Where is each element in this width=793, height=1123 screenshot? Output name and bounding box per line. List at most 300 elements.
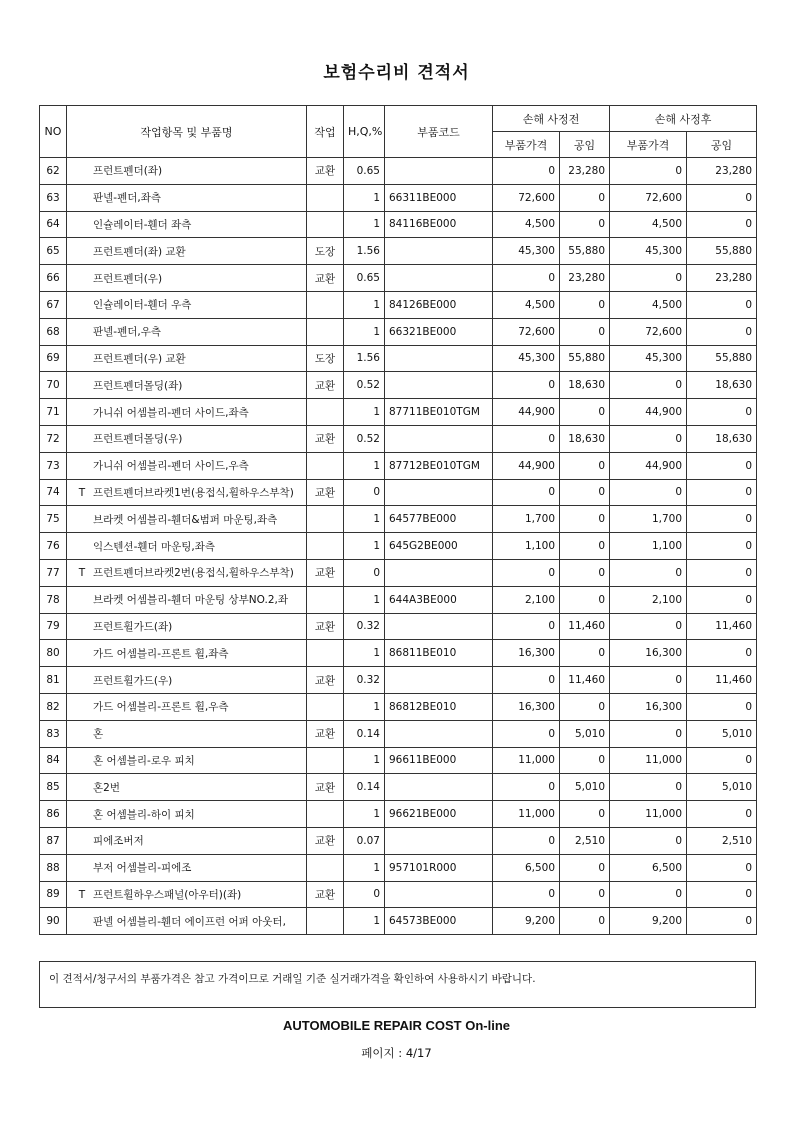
row-number: 63 (40, 184, 67, 211)
part-price-before: 0 (493, 479, 560, 506)
item-name-text: 브라켓 어셈블리-휀더 마운팅 상부NO.2,좌 (93, 594, 288, 607)
header-labor-before: 공임 (560, 132, 610, 158)
part-code (385, 479, 493, 506)
hq-value: 0.52 (344, 425, 385, 452)
table-row (40, 533, 757, 560)
part-code (385, 372, 493, 399)
hq-value: 1.56 (344, 345, 385, 372)
part-price-after: 0 (610, 613, 687, 640)
part-price-before: 0 (493, 265, 560, 292)
item-name (67, 827, 307, 854)
item-name-text: 프런트펜더(좌) 교환 (93, 245, 186, 258)
part-code: 96621BE000 (385, 801, 493, 828)
labor-before: 18,630 (560, 425, 610, 452)
table-body (40, 158, 757, 935)
hq-value: 1 (344, 586, 385, 613)
part-price-after: 1,100 (610, 533, 687, 560)
labor-after: 0 (687, 184, 757, 211)
part-price-before: 0 (493, 881, 560, 908)
table-row (40, 425, 757, 452)
item-name-text: 익스텐션-휀더 마운팅,좌측 (93, 540, 216, 553)
page-number: 페이지 : 4/17 (361, 1046, 432, 1060)
table-row (40, 291, 757, 318)
item-name-text: 인슐레이터-휀더 우측 (93, 299, 192, 312)
item-name (67, 908, 307, 935)
part-price-before: 6,500 (493, 854, 560, 881)
work-type (307, 747, 344, 774)
part-code: 957101R000 (385, 854, 493, 881)
table-row (40, 345, 757, 372)
table-row (40, 318, 757, 345)
table-row (40, 720, 757, 747)
labor-before: 0 (560, 211, 610, 238)
work-type (307, 184, 344, 211)
labor-after: 18,630 (687, 372, 757, 399)
header-after-adjustment: 손해 사정후 (610, 106, 757, 132)
item-name (67, 238, 307, 265)
item-name-text: 혼 어셈블리-하이 피치 (93, 808, 195, 821)
work-type: 교환 (307, 720, 344, 747)
header-part-price-after: 부품가격 (610, 132, 687, 158)
table-row (40, 559, 757, 586)
work-type: 교환 (307, 158, 344, 185)
part-code: 96611BE000 (385, 747, 493, 774)
table-row (40, 184, 757, 211)
labor-after: 0 (687, 399, 757, 426)
hq-value: 1 (344, 908, 385, 935)
item-name-text: 가드 어셈블리-프론트 휠,좌측 (93, 647, 229, 660)
work-type (307, 854, 344, 881)
part-price-after: 0 (610, 372, 687, 399)
part-code (385, 238, 493, 265)
part-price-after: 4,500 (610, 291, 687, 318)
work-type (307, 506, 344, 533)
row-number: 78 (40, 586, 67, 613)
item-name (67, 265, 307, 292)
part-code: 87712BE010TGM (385, 452, 493, 479)
part-price-after: 0 (610, 720, 687, 747)
part-price-after: 45,300 (610, 238, 687, 265)
hq-value: 0.07 (344, 827, 385, 854)
work-type (307, 291, 344, 318)
part-code: 66321BE000 (385, 318, 493, 345)
item-name-text: 부저 어셈블리-피에조 (93, 862, 192, 875)
part-price-before: 11,000 (493, 801, 560, 828)
part-price-after: 16,300 (610, 640, 687, 667)
labor-after: 0 (687, 318, 757, 345)
labor-before: 11,460 (560, 613, 610, 640)
table-row (40, 399, 757, 426)
item-name-text: 가니쉬 어셈블리-펜더 사이드,좌측 (93, 406, 249, 419)
labor-before: 0 (560, 801, 610, 828)
item-name (67, 533, 307, 560)
item-name (67, 425, 307, 452)
row-number: 66 (40, 265, 67, 292)
hq-value: 0.32 (344, 613, 385, 640)
item-name-text: 프런트휠가드(우) (93, 674, 173, 687)
row-number: 74 (40, 479, 67, 506)
part-price-after: 16,300 (610, 693, 687, 720)
item-name-text: 판넬 어셈블리-휀더 에이프런 어퍼 아웃터, (93, 915, 286, 928)
part-price-after: 44,900 (610, 399, 687, 426)
labor-after: 0 (687, 881, 757, 908)
table-row (40, 265, 757, 292)
item-name (67, 184, 307, 211)
item-name (67, 640, 307, 667)
table-row (40, 211, 757, 238)
labor-after: 0 (687, 452, 757, 479)
item-name-text: 가니쉬 어셈블리-펜더 사이드,우측 (93, 460, 249, 473)
notice-box (39, 961, 756, 1008)
work-type: 교환 (307, 881, 344, 908)
part-price-before: 0 (493, 372, 560, 399)
labor-before: 0 (560, 318, 610, 345)
labor-after: 0 (687, 586, 757, 613)
part-price-before: 1,100 (493, 533, 560, 560)
tear-mark: T (78, 486, 86, 499)
labor-before: 5,010 (560, 720, 610, 747)
row-number: 89 (40, 881, 67, 908)
table-row (40, 640, 757, 667)
table-row (40, 452, 757, 479)
part-code (385, 774, 493, 801)
part-code (385, 345, 493, 372)
document-title: 보험수리비 견적서 (323, 63, 470, 83)
item-name-text: 혼 어셈블리-로우 피치 (93, 754, 195, 767)
item-name-text: 프런트휠하우스패널(아우터)(좌) (93, 888, 242, 901)
item-name (67, 586, 307, 613)
row-number: 84 (40, 747, 67, 774)
part-price-after: 11,000 (610, 747, 687, 774)
row-number: 62 (40, 158, 67, 185)
item-name (67, 452, 307, 479)
work-type (307, 452, 344, 479)
row-number: 75 (40, 506, 67, 533)
item-name-text: 프런트펜더(우) 교환 (93, 352, 186, 365)
row-number: 64 (40, 211, 67, 238)
part-price-before: 4,500 (493, 291, 560, 318)
part-code (385, 559, 493, 586)
labor-before: 0 (560, 908, 610, 935)
labor-before: 0 (560, 184, 610, 211)
part-price-before: 0 (493, 667, 560, 694)
work-type: 교환 (307, 479, 344, 506)
part-price-after: 0 (610, 667, 687, 694)
part-price-before: 45,300 (493, 345, 560, 372)
part-price-before: 0 (493, 559, 560, 586)
labor-before: 2,510 (560, 827, 610, 854)
item-name (67, 211, 307, 238)
part-price-before: 44,900 (493, 452, 560, 479)
table-row (40, 586, 757, 613)
part-code: 84126BE000 (385, 291, 493, 318)
item-name (67, 318, 307, 345)
hq-value: 1 (344, 854, 385, 881)
hq-value: 1 (344, 318, 385, 345)
labor-before: 0 (560, 479, 610, 506)
item-name (67, 801, 307, 828)
item-name-text: 판넬-펜더,우측 (93, 326, 161, 339)
part-price-after: 1,700 (610, 506, 687, 533)
notice-text: 이 견적서/청구서의 부품가격은 참고 가격이므로 거래일 기준 실거래가격을 확인하여 사용하시기 바랍니다. (49, 973, 536, 985)
hq-value: 1.56 (344, 238, 385, 265)
item-name-text: 가드 어셈블리-프론트 휠,우측 (93, 701, 229, 714)
work-type (307, 693, 344, 720)
part-price-after: 6,500 (610, 854, 687, 881)
work-type (307, 640, 344, 667)
part-price-after: 0 (610, 774, 687, 801)
hq-value: 0 (344, 881, 385, 908)
header-work: 작업 (307, 106, 344, 158)
hq-value: 1 (344, 801, 385, 828)
part-code: 64573BE000 (385, 908, 493, 935)
header-item: 작업항목 및 부품명 (67, 106, 307, 158)
part-price-before: 72,600 (493, 184, 560, 211)
header-labor-after: 공임 (687, 132, 757, 158)
header-before-adjustment: 손해 사정전 (493, 106, 610, 132)
table-row (40, 667, 757, 694)
part-code (385, 425, 493, 452)
part-price-after: 0 (610, 265, 687, 292)
work-type (307, 533, 344, 560)
item-name (67, 506, 307, 533)
item-name (67, 291, 307, 318)
part-price-before: 0 (493, 774, 560, 801)
labor-after: 0 (687, 479, 757, 506)
item-name (67, 774, 307, 801)
labor-after: 0 (687, 854, 757, 881)
part-price-after: 2,100 (610, 586, 687, 613)
item-name-text: 피에조버저 (93, 835, 144, 848)
part-price-after: 9,200 (610, 908, 687, 935)
part-code (385, 881, 493, 908)
table-row (40, 479, 757, 506)
labor-before: 0 (560, 854, 610, 881)
table-row (40, 158, 757, 185)
row-number: 65 (40, 238, 67, 265)
table-row (40, 801, 757, 828)
item-name (67, 720, 307, 747)
labor-before: 0 (560, 506, 610, 533)
labor-before: 0 (560, 586, 610, 613)
labor-before: 5,010 (560, 774, 610, 801)
hq-value: 1 (344, 640, 385, 667)
item-name-text: 혼2번 (93, 781, 120, 794)
part-code: 645G2BE000 (385, 533, 493, 560)
part-price-after: 0 (610, 827, 687, 854)
labor-before: 55,880 (560, 238, 610, 265)
hq-value: 0.65 (344, 158, 385, 185)
labor-after: 23,280 (687, 158, 757, 185)
row-number: 86 (40, 801, 67, 828)
labor-before: 0 (560, 559, 610, 586)
row-number: 67 (40, 291, 67, 318)
work-type: 교환 (307, 613, 344, 640)
item-name-text: 프런트펜더몰딩(우) (93, 433, 183, 446)
part-code (385, 827, 493, 854)
table-row (40, 747, 757, 774)
item-name (67, 747, 307, 774)
labor-after: 0 (687, 533, 757, 560)
row-number: 77 (40, 559, 67, 586)
work-type: 도장 (307, 345, 344, 372)
table-row (40, 881, 757, 908)
part-code (385, 720, 493, 747)
work-type: 교환 (307, 559, 344, 586)
part-price-after: 0 (610, 158, 687, 185)
hq-value: 1 (344, 693, 385, 720)
hq-value: 0 (344, 559, 385, 586)
row-number: 82 (40, 693, 67, 720)
labor-before: 11,460 (560, 667, 610, 694)
hq-value: 1 (344, 211, 385, 238)
labor-after: 0 (687, 747, 757, 774)
part-code (385, 265, 493, 292)
part-price-after: 44,900 (610, 452, 687, 479)
header-no: NO (40, 106, 67, 158)
labor-after: 0 (687, 693, 757, 720)
labor-before: 18,630 (560, 372, 610, 399)
hq-value: 0.65 (344, 265, 385, 292)
hq-value: 1 (344, 399, 385, 426)
labor-after: 55,880 (687, 345, 757, 372)
part-code: 86811BE010 (385, 640, 493, 667)
work-type (307, 908, 344, 935)
work-type: 교환 (307, 265, 344, 292)
item-name (67, 613, 307, 640)
item-name (67, 667, 307, 694)
item-name (67, 881, 307, 908)
item-name-text: 프런트휠가드(좌) (93, 620, 173, 633)
row-number: 72 (40, 425, 67, 452)
hq-value: 0.14 (344, 774, 385, 801)
hq-value: 1 (344, 452, 385, 479)
item-name (67, 345, 307, 372)
part-code (385, 667, 493, 694)
labor-after: 18,630 (687, 425, 757, 452)
labor-before: 0 (560, 881, 610, 908)
labor-after: 11,460 (687, 613, 757, 640)
part-price-before: 72,600 (493, 318, 560, 345)
labor-after: 0 (687, 506, 757, 533)
part-price-before: 16,300 (493, 640, 560, 667)
tear-mark: T (78, 888, 86, 901)
part-price-before: 9,200 (493, 908, 560, 935)
labor-after: 11,460 (687, 667, 757, 694)
row-number: 76 (40, 533, 67, 560)
item-name (67, 479, 307, 506)
part-code: 64577BE000 (385, 506, 493, 533)
item-name-text: 프런트펜더브라켓2번(용접식,휠하우스부착) (93, 567, 294, 580)
table-row (40, 693, 757, 720)
estimate-table (39, 105, 757, 935)
labor-before: 0 (560, 291, 610, 318)
hq-value: 0.52 (344, 372, 385, 399)
part-code: 86812BE010 (385, 693, 493, 720)
part-price-before: 44,900 (493, 399, 560, 426)
part-code: 66311BE000 (385, 184, 493, 211)
header-part-price-before: 부품가격 (493, 132, 560, 158)
hq-value: 0.32 (344, 667, 385, 694)
part-price-after: 72,600 (610, 184, 687, 211)
row-number: 83 (40, 720, 67, 747)
part-price-after: 0 (610, 881, 687, 908)
labor-before: 0 (560, 533, 610, 560)
item-name-text: 프런트펜더(우) (93, 272, 163, 285)
hq-value: 1 (344, 747, 385, 774)
work-type: 교환 (307, 425, 344, 452)
item-name-text: 프런트펜더(좌) (93, 165, 163, 178)
labor-before: 23,280 (560, 265, 610, 292)
item-name-text: 브라켓 어셈블리-휀더&범퍼 마운팅,좌측 (93, 513, 278, 526)
table-row (40, 238, 757, 265)
table-row (40, 774, 757, 801)
part-price-after: 72,600 (610, 318, 687, 345)
labor-after: 5,010 (687, 720, 757, 747)
item-name (67, 372, 307, 399)
work-type (307, 399, 344, 426)
part-code (385, 613, 493, 640)
labor-before: 0 (560, 747, 610, 774)
work-type (307, 586, 344, 613)
work-type (307, 318, 344, 345)
item-name-text: 프런트펜더몰딩(좌) (93, 379, 183, 392)
hq-value: 1 (344, 506, 385, 533)
row-number: 71 (40, 399, 67, 426)
row-number: 69 (40, 345, 67, 372)
labor-after: 5,010 (687, 774, 757, 801)
row-number: 80 (40, 640, 67, 667)
row-number: 79 (40, 613, 67, 640)
labor-before: 0 (560, 452, 610, 479)
labor-before: 0 (560, 399, 610, 426)
table-row (40, 827, 757, 854)
item-name (67, 854, 307, 881)
part-price-before: 0 (493, 720, 560, 747)
item-name-text: 판넬-펜더,좌측 (93, 192, 161, 205)
item-name-text: 프런트펜더브라켓1번(용접식,휠하우스부착) (93, 486, 294, 499)
work-type: 교환 (307, 372, 344, 399)
table-row (40, 372, 757, 399)
labor-after: 2,510 (687, 827, 757, 854)
item-name (67, 399, 307, 426)
item-name (67, 158, 307, 185)
labor-before: 55,880 (560, 345, 610, 372)
tear-mark: T (78, 567, 86, 580)
header-hq: H,Q,% (344, 106, 385, 158)
work-type: 교환 (307, 774, 344, 801)
table-row (40, 854, 757, 881)
row-number: 81 (40, 667, 67, 694)
part-price-after: 0 (610, 559, 687, 586)
part-price-before: 45,300 (493, 238, 560, 265)
work-type: 교환 (307, 827, 344, 854)
labor-after: 0 (687, 211, 757, 238)
row-number: 90 (40, 908, 67, 935)
labor-after: 0 (687, 291, 757, 318)
part-price-before: 0 (493, 613, 560, 640)
header-part-code: 부품코드 (385, 106, 493, 158)
part-price-after: 45,300 (610, 345, 687, 372)
labor-after: 0 (687, 640, 757, 667)
part-price-before: 0 (493, 425, 560, 452)
part-price-before: 16,300 (493, 693, 560, 720)
table-row (40, 908, 757, 935)
row-number: 70 (40, 372, 67, 399)
item-name (67, 693, 307, 720)
work-type: 교환 (307, 667, 344, 694)
labor-after: 23,280 (687, 265, 757, 292)
